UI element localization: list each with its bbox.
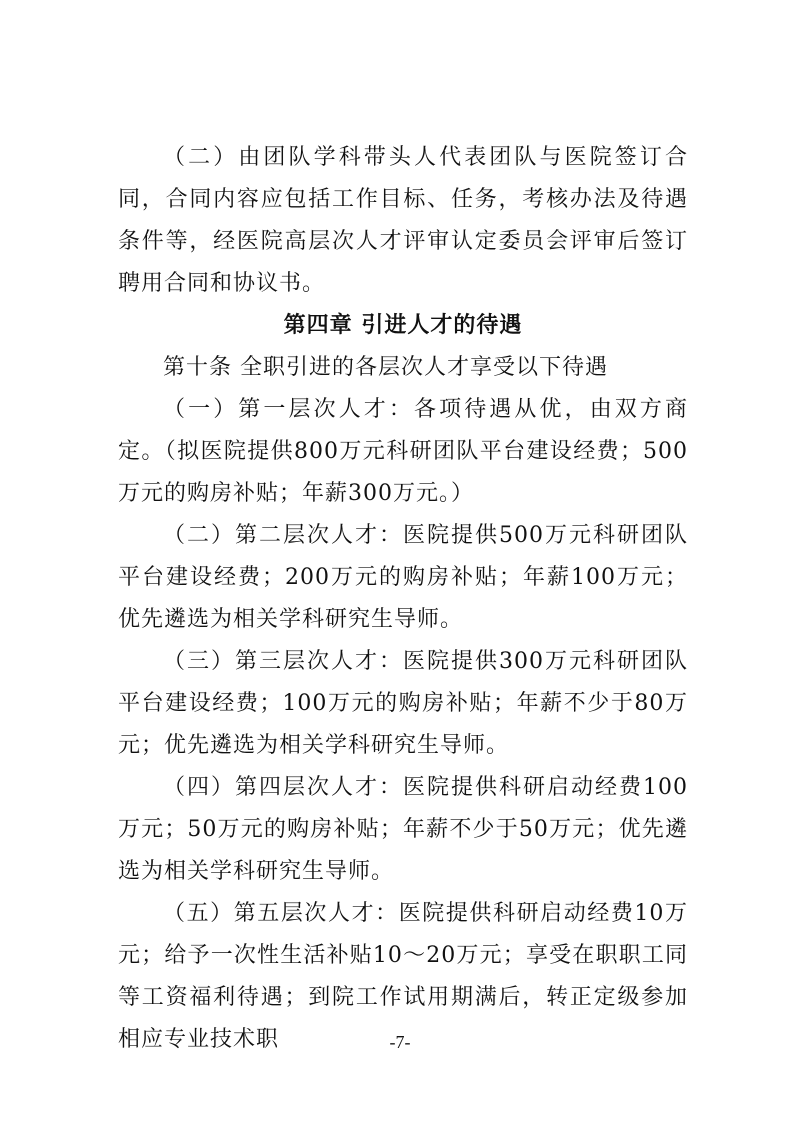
list-item: （四）第四层次人才：医院提供科研启动经费100万元；50万元的购房补贴；年薪不少于50万元；优先遴选为相关学科研究生导师。 bbox=[118, 775, 688, 884]
list-item: （二）第二层次人才：医院提供500万元科研团队平台建设经费；200万元的购房补贴；年薪100万元；优先遴选为相关学科研究生导师。 bbox=[118, 523, 688, 632]
document-body bbox=[118, 137, 688, 1061]
list-item: （三）第三层次人才：医院提供300万元科研团队平台建设经费；100万元的购房补贴；年薪不少于80万元；优先遴选为相关学科研究生导师。 bbox=[118, 649, 688, 758]
list-item: （一）第一层次人才：各项待遇从优，由双方商定。（拟医院提供800万元科研团队平台建设经费；500万元的购房补贴；年薪300万元。） bbox=[118, 397, 688, 506]
page-number: -7- bbox=[389, 1032, 411, 1052]
intro-paragraph: （二）由团队学科带头人代表团队与医院签订合同，合同内容应包括工作目标、任务，考核办法及待遇条件等，经医院高层次人才评审认定委员会评审后签订聘用合同和协议书。 bbox=[118, 145, 688, 296]
list-item: （五）第五层次人才：医院提供科研启动经费10万元；给予一次性生活补贴10～20万元；享受在职职工同等工资福利待遇；到院工作试用期满后，转正定级参加相应专业技术职 bbox=[118, 901, 688, 1052]
article-heading: 第十条 全职引进的各层次人才享受以下待遇 bbox=[163, 355, 608, 380]
chapter-heading: 第四章 引进人才的待遇 bbox=[283, 313, 523, 338]
